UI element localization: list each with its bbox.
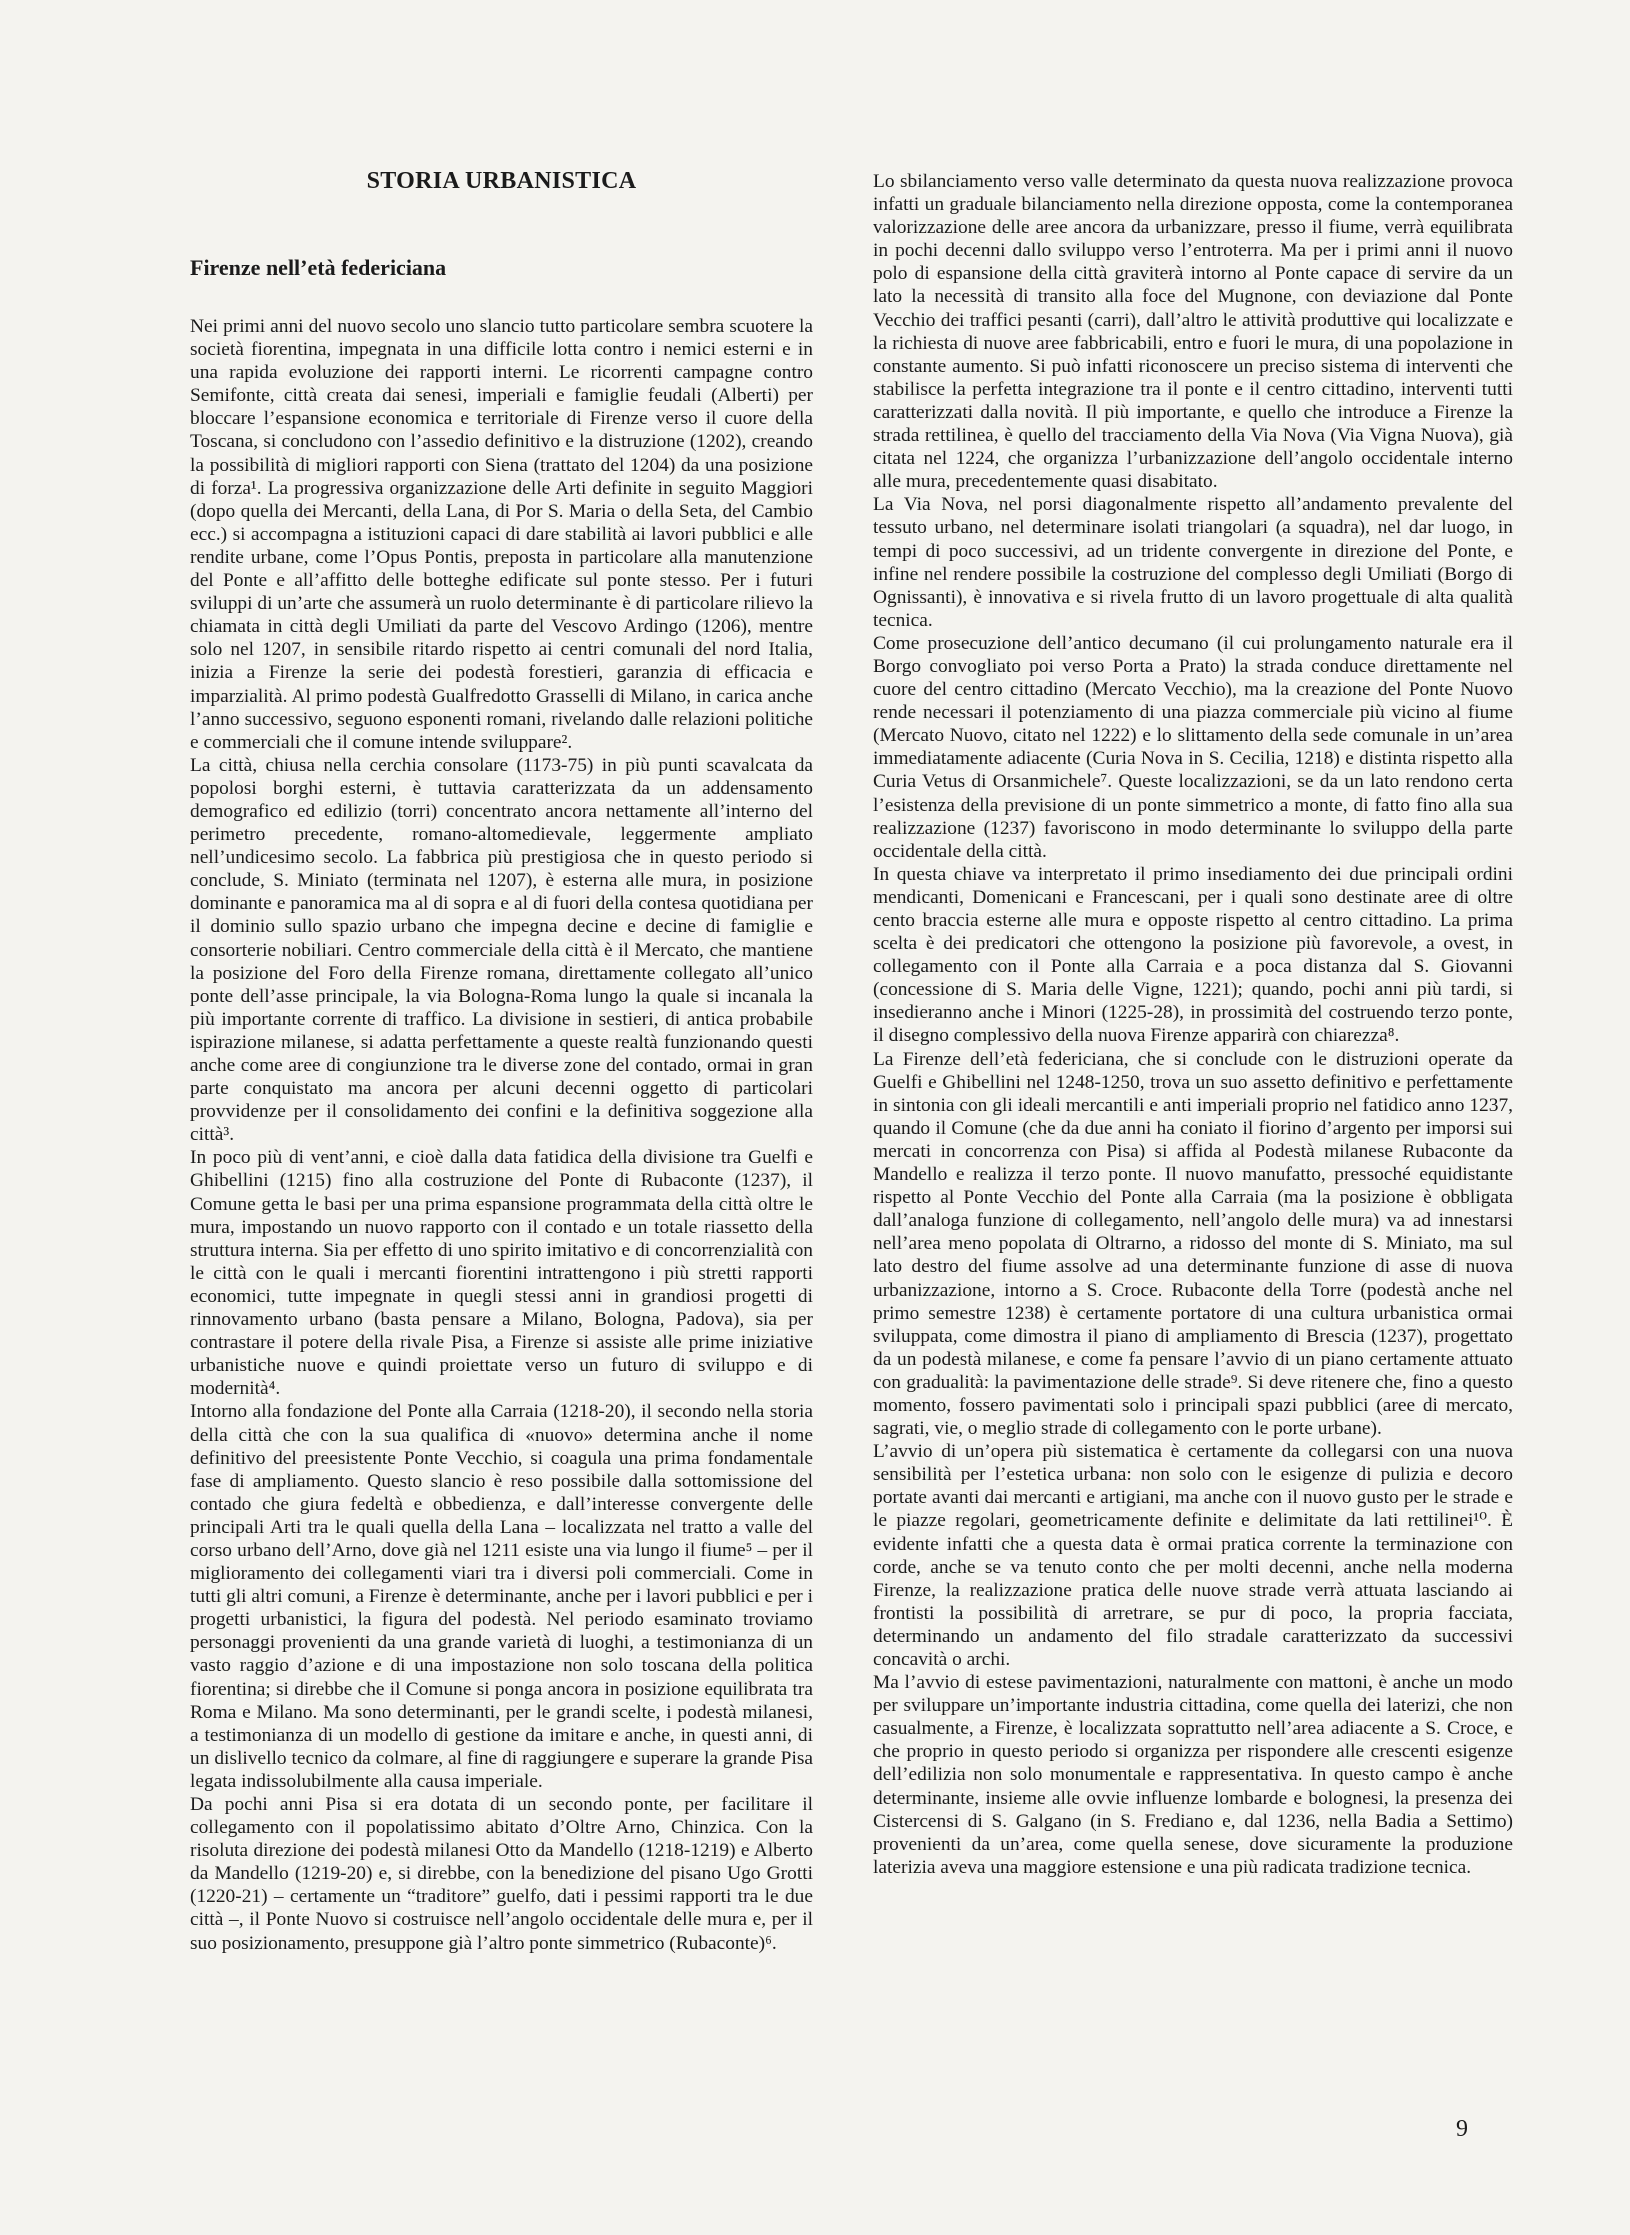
right-paragraph-4: In questa chiave va interpretato il primo insediamento dei due principali ordini mendicanti, Domenicani e Francescani, per i quali sono destinate aree di oltre cento braccia esterne alle mura e opposte rispetto al centro cittadino. La prima scelta è dei predicatori che ottengono la posizione più favorevole, a ovest, in collegamento con il Ponte alla Carraia e a poca distanza dal S. Giovanni (concessione di S. Maria delle Vigne, 1221); quando, pochi anni più tardi, si insedieranno anche i Minori (1225-28), in prossimità del costruendo terzo ponte, il disegno complessivo della nuova Firenze apparirà con chiarezza⁸. [873,863,1513,1047]
section-title: STORIA URBANISTICA [366,168,637,194]
left-paragraph-5: Da pochi anni Pisa si era dotata di un secondo ponte, per facilitare il collegamento con il popolatissimo abitato d’Oltre Arno, Chinzica. Con la risoluta direzione dei podestà milanesi Otto da Mandello (1218-1219) e Alberto da Mandello (1219-20) e, si direbbe, con la benedizione del pisano Ugo Grotti (1220-21) – certamente un “traditore” guelfo, dati i pessimi rapporti tra le due città –, il Ponte Nuovo si costruisce nell’angolo occidentale delle mura e, per il suo posizionamento, presuppone già l’altro ponte simmetrico (Rubaconte)⁶. [190,1794,813,1954]
right-paragraph-2: La Via Nova, nel porsi diagonalmente rispetto all’andamento prevalente del tessuto urbano, nel determinare isolati triangolari (a squadra), nel dar luogo, in tempi di poco successivi, ad un tridente convergente in direzione del Ponte, e infine nel rendere possibile la costruzione del complesso degli Umiliati (Borgo di Ognissanti), è innovativa e si rivela frutto di un lavoro progettuale di alta qualità tecnica. [873,494,1513,631]
left-paragraph-3: In poco più di vent’anni, e cioè dalla data fatidica della divisione tra Guelfi e Ghibellini (1215) fino alla costruzione del Ponte di Rubaconte (1237), il Comune getta le basi per una prima espansione programmata della città oltre le mura, impostando un nuovo rapporto con il contado e un totale riassetto della struttura interna. Sia per effetto di uno spirito imitativo e di concorrenzialità con le città con le quali i mercanti fiorentini intrattengono i più stretti rapporti economici, tutte impegnate in quegli stessi anni in grandiosi progetti di rinnovamento urbano (basta pensare a Milano, Bologna, Padova), sia per contrastare il potere della rivale Pisa, a Firenze si assiste alle prime iniziative urbanistiche nuove e quindi proiettate verso un futuro di sviluppo e di modernità⁴. [190,1147,813,1400]
right-column [873,170,1513,1879]
right-paragraph-3: Come prosecuzione dell’antico decumano (il cui prolungamento naturale era il Borgo convogliato poi verso Porta a Prato) la strada conduce direttamente nel cuore del centro cittadino (Mercato Vecchio), ma la creazione del Ponte Nuovo rende necessari il potenziamento di una piazza commerciale più vicino al fiume (Mercato Nuovo, citato nel 1222) e lo slittamento della sede comunale in un’area immediatamente adiacente (Curia Nova in S. Cecilia, 1218) e distinta rispetto alla Curia Vetus di Orsanmichele⁷. Queste localizzazioni, se da un lato rendono certa l’esistenza della previsione di un ponte simmetrico a monte, di fatto fino alla sua realizzazione (1237) favoriscono in modo determinante lo sviluppo della parte occidentale della città. [873,632,1513,862]
left-paragraph-1: Nei primi anni del nuovo secolo uno slancio tutto particolare sembra scuotere la società fiorentina, impegnata in una difficile lotta contro i nemici esterni e in una rapida evoluzione dei rapporti interni. Le ricorrenti campagne contro Semifonte, città creata dai senesi, imperiali e famiglie feudali (Alberti) per bloccare l’espansione economica e territoriale di Firenze verso il cuore della Toscana, si concludono con l’assedio definitivo e la distruzione (1202), creando la possibilità di migliori rapporti con Siena (trattato del 1204) da una posizione di forza¹. La progressiva organizzazione delle Arti definite in seguito Maggiori (dopo quella dei Mercanti, della Lana, di Por S. Maria o della Seta, del Cambio ecc.) si accompagna a istituzioni capaci di dare stabilità ai lavori pubblici e alle rendite urbane, come l’Opus Pontis, preposta in particolare alla manutenzione del Ponte e all’affitto delle botteghe edificate sul ponte stesso. Per i futuri sviluppi di un’arte che assumerà un ruolo determinante è di particolare rilievo la chiamata in città degli Umiliati da parte del Vescovo Ardingo (1206), mentre solo nel 1207, in sensibile ritardo rispetto ai centri comunali del nord Italia, inizia a Firenze la serie dei podestà forestieri, garanzia di efficacia e imparzialità. Al primo podestà Gualfredotto Grasselli di Milano, in carica anche l’anno successivo, seguono esponenti romani, rivelando dalle relazioni politiche e commerciali che il comune intende sviluppare². [190,316,813,753]
left-paragraph-4: Intorno alla fondazione del Ponte alla Carraia (1218-20), il secondo nella storia della città che con la sua qualifica di «nuovo» determina anche il nome definitivo del preesistente Ponte Vecchio, si coagula una prima fondamentale fase di ampliamento. Questo slancio è reso possibile dalla sottomissione del contado che giura fedeltà e obbedienza, e dall’interesse convergente delle principali Arti tra le quali quella della Lana – localizzata nel tratto a valle del corso urbano dell’Arno, dove già nel 1211 esiste una via lungo il fiume⁵ – per il miglioramento dei collegamenti viari tra i diversi poli commerciali. Come in tutti gli altri comuni, a Firenze è determinante, anche per i lavori pubblici e per i progetti urbanistici, la figura del podestà. Nel periodo esaminato troviamo personaggi provenienti da una grande varietà di luoghi, a testimonianza di un vasto raggio d’azione e di una impostazione non solo toscana della politica fiorentina; si direbbe che il Comune si ponga ancora in posizione equilibrata tra Roma e Milano. Ma sono determinanti, per le grandi scelte, i podestà milanesi, a testimonianza di un modello di gestione da imitare e anche, in questi anni, di un dislivello tecnico da colmare, al fine di raggiungere e superare la grande Pisa legata indissolubilmente alla causa imperiale. [190,1401,813,1792]
chapter-subtitle: Firenze nell’età federiciana [190,255,447,280]
left-paragraph-2: La città, chiusa nella cerchia consolare (1173-75) in più punti scavalcata da popolosi borghi esterni, è tuttavia caratterizzata da un addensamento demografico ed edilizio (torri) concentrato ancora nettamente all’interno del perimetro precedente, romano-altomedievale, leggermente ampliato nell’undicesimo secolo. La fabbrica più prestigiosa che in questo periodo si conclude, S. Miniato (terminata nel 1207), è esterna alle mura, in posizione dominante e panoramica ma al di sopra e al di fuori della contesa quotidiana per il dominio sullo spazio urbano che impegna decine e decine di famiglie e consorterie nobiliari. Centro commerciale della città è il Mercato, che mantiene la posizione del Foro della Firenze romana, direttamente collegato all’unico ponte dell’asse principale, la via Bologna-Roma lungo la quale si incanala la più importante corrente di traffico. La divisione in sestieri, di antica probabile ispirazione milanese, si adatta perfettamente a queste realtà funzionando questi anche come aree di congiunzione tra le diverse zone del contado, ormai in gran parte conquistato ma ancora per alcuni decenni oggetto di particolari provvidenze per il consolidamento dei confini e la definitiva soggezione alla città³. [190,754,813,1146]
page-number: 9 [1456,2116,1468,2142]
right-paragraph-7: Ma l’avvio di estese pavimentazioni, naturalmente con mattoni, è anche un modo per sviluppare un’importante industria cittadina, come quella dei laterizi, che non casualmente, a Firenze, è localizzata soprattutto nell’area adiacente a S. Croce, e che proprio in questo periodo si organizza per rispondere alle crescenti esigenze dell’edilizia non solo monumentale e rappresentativa. In questo campo è anche determinante, insieme alle ovvie influenze lombarde e bolognesi, la presenza dei Cistercensi di S. Galgano (in S. Frediano e, dal 1236, nella Badia a Settimo) provenienti da un’area, come quella senese, dove sicuramente la produzione laterizia aveva una maggiore estensione e una più radicata tradizione tecnica. [873,1672,1513,1878]
left-column [190,160,813,1955]
right-paragraph-6: L’avvio di un’opera più sistematica è certamente da collegarsi con una nuova sensibilità per l’estetica urbana: non solo con le esigenze di pulizia e decoro portate avanti dai mercanti e artigiani, ma anche con il nuovo gusto per le strade e le piazze regolari, geometricamente definite e delimitate da lati rettilinei¹⁰. È evidente infatti che a questa data è ormai pratica corrente la terminazione con corde, anche se va tenuto conto che per molti decenni, anche nella moderna Firenze, la realizzazione pratica delle nuove strade verrà attuata lasciando ai frontisti la possibilità di arretrare, se pur di poco, la propria facciata, determinando un andamento del filo stradale caratterizzato da successivi concavità o archi. [873,1441,1514,1670]
right-paragraph-5: La Firenze dell’età federiciana, che si conclude con le distruzioni operate da Guelfi e Ghibellini nel 1248-1250, trova un suo assetto definitivo e perfettamente in sintonia con gli ideali mercantili e anti imperiali proprio nel fatidico anno 1237, quando il Comune (che da due anni ha coniato il fiorino d’argento per imporsi sui mercati in concorrenza con Pisa) si affida al Podestà milanese Rubaconte da Mandello e realizza il terzo ponte. Il nuovo manufatto, pressoché equidistante rispetto al Ponte Vecchio del Ponte alla Carraia (ma la posizione è obbligata dall’analoga funzione di collegamento, nell’angolo delle mura) va ad innestarsi nell’area meno popolata di Oltrarno, a ridosso del monte di S. Miniato, ma sul lato destro del fiume assolve ad una determinante funzione di asse di nuova urbanizzazione, intorno a S. Croce. Rubaconte della Torre (podestà anche nel primo semestre 1238) è certamente portatore di una cultura urbanistica ormai sviluppata, come dimostra il piano di ampliamento di Brescia (1237), progettato da un podestà milanese, e come fa pensare l’avvio di un piano certamente attuato con gradualità: la pavimentazione delle strade⁹. Si deve ritenere che, fino a questo momento, fossero pavimentati solo i principali spazi pubblici (aree di mercato, sagrati, vie, o meglio strade di collegamento con le porte urbane). [873,1048,1513,1440]
right-paragraph-1: Lo sbilanciamento verso valle determinato da questa nuova realizzazione provoca infatti un graduale bilanciamento nella direzione opposta, come la contemporanea valorizzazione delle aree ancora da urbanizzare, presso il fiume, verrà equilibrata in pochi decenni dallo sviluppo verso l’entroterra. Ma per i primi anni il nuovo polo di espansione della città graviterà intorno al Ponte capace di servire da un lato la necessità di transito alla foce del Mugnone, con deviazione dal Ponte Vecchio dei traffici pesanti (carri), dall’altro le attività produttive qui localizzate e la richiesta di nuove aree fabbricabili, entro e fuori le mura, di una popolazione in constante aumento. Si può infatti riconoscere un preciso sistema di interventi che stabilisce la perfetta integrazione tra il ponte e il centro cittadino, interventi tutti caratterizzati dalla novità. Il più importante, e quello che introduce a Firenze la strada rettilinea, è quello del tracciamento della Via Nova (Via Vigna Nuova), già citata nel 1224, che organizza l’urbanizzazione dell’angolo occidentale interno alle mura, precedentemente quasi disabitato. [873,171,1513,493]
